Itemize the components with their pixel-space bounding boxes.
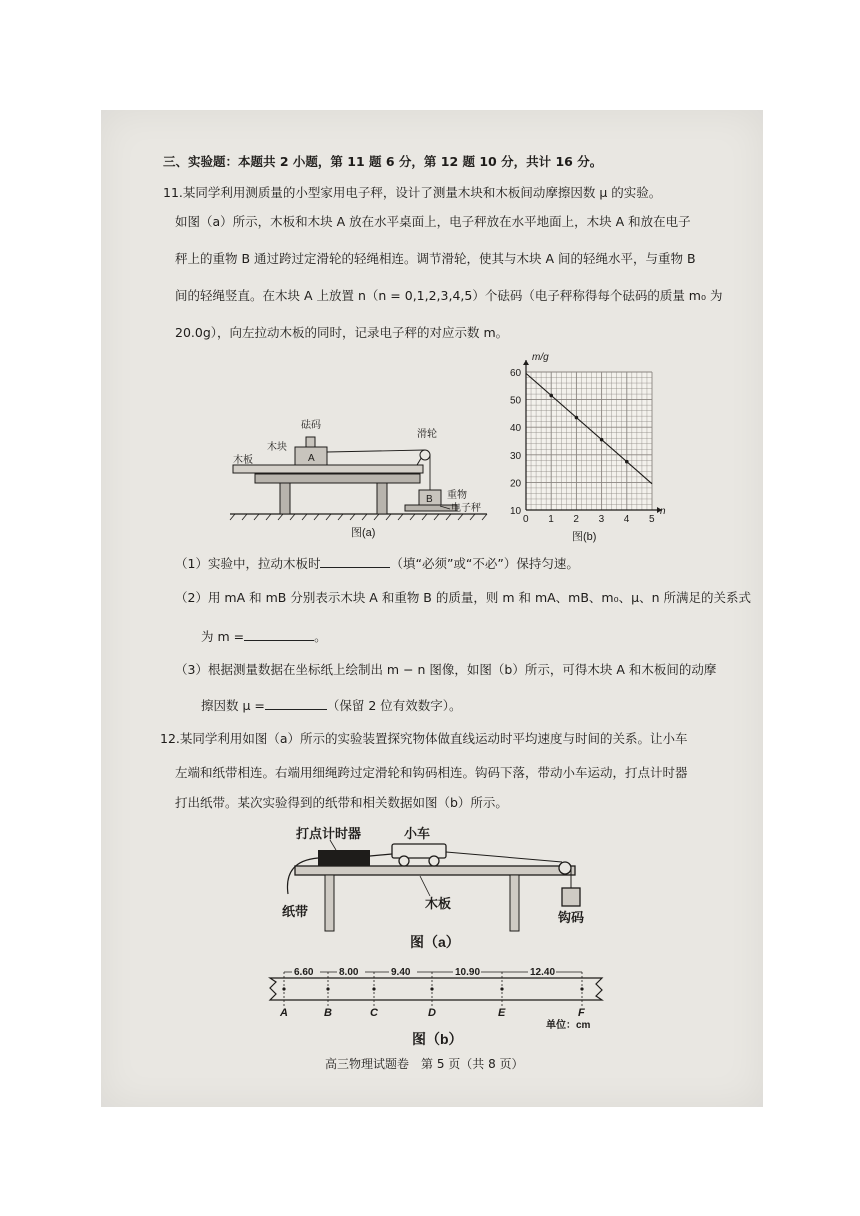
chart-x-tick-label: 5 <box>649 514 655 525</box>
q11-sub3-answer-blank[interactable] <box>265 698 327 710</box>
chart-x-tick-label: 3 <box>598 514 605 525</box>
chart-data-point <box>600 438 604 442</box>
q11-fig-a-heavy-label: 重物 <box>447 490 467 501</box>
chart-y-tick-label: 60 <box>510 368 522 379</box>
q11-fig-a-block-label: 木块 <box>267 442 287 453</box>
page-footer: 高三物理试题卷 第 5 页（共 8 页） <box>325 1057 524 1071</box>
tape-point-label: A <box>280 1007 288 1019</box>
q12-line-2: 左端和纸带相连。右端用细绳跨过定滑轮和钩码相连。钩码下落，带动小车运动，打点计时器 <box>175 765 688 780</box>
q12-fig-a-tape-label: 纸带 <box>282 904 309 919</box>
tape-point-label: F <box>578 1007 585 1019</box>
chart-data-point <box>549 394 553 398</box>
chart-x-tick-label: 4 <box>623 514 630 525</box>
q11-line-1: 如图（a）所示，木板和木块 A 放在水平桌面上，电子秤放在水平地面上，木块 A 和放在电子 <box>175 214 691 229</box>
q11-fig-a-weight-label: 砝码 <box>301 420 321 431</box>
chart-y-tick-label: 20 <box>510 478 522 490</box>
q11-fig-a-board-label: 木板 <box>233 455 253 466</box>
q12-fig-a-hook-label: 钩码 <box>558 910 585 925</box>
q11-sub1-text-a: （1）实验中，拉动木板时 <box>175 556 321 571</box>
q11-fig-a-caption: 图(a) <box>351 527 376 539</box>
q11-sub1-text-b: （填“必须”或“不必”）保持匀速。 <box>390 556 579 571</box>
tape-point-label: E <box>498 1007 506 1019</box>
q12-fig-b-unit: 单位：cm <box>546 1020 591 1031</box>
q11-line-2: 秤上的重物 B 通过跨过定滑轮的轻绳相连。调节滑轮，使其与木块 A 间的轻绳水平，与重物 B <box>175 251 696 266</box>
q11-sub1 <box>175 556 579 571</box>
chart-x-tick-label: 1 <box>548 514 554 525</box>
q12-line-1: 12.某同学利用如图（a）所示的实验装置探究物体做直线运动时平均速度与时间的关系。让小车 <box>160 731 688 746</box>
q11-sub3-text-b: （保留 2 位有效数字）。 <box>326 698 462 713</box>
tape-segment-label: 8.00 <box>339 967 359 978</box>
chart-y-tick-label: 40 <box>510 423 522 435</box>
q12-figure-b-tape <box>262 960 622 1050</box>
q11-fig-a-heavy-letter: B <box>426 494 433 505</box>
q12-fig-b-caption: 图（b） <box>412 1031 463 1047</box>
section-header: 三、实验题：本题共 2 小题，第 11 题 6 分，第 12 题 10 分，共计 16 分。 <box>163 154 603 169</box>
chart-y-tick-label: 10 <box>510 506 522 517</box>
tape-point-label: B <box>324 1007 332 1019</box>
q11-sub2-answer-blank[interactable] <box>244 629 314 641</box>
tape-segment-label: 9.40 <box>391 967 411 978</box>
q11-fig-a-pulley-label: 滑轮 <box>417 429 437 440</box>
q11-sub2-text-a: 为 m = <box>201 629 245 644</box>
q11-sub3-text-a: 擦因数 μ = <box>201 698 265 713</box>
q11-fig-a-scale-label: 电子秤 <box>451 503 481 514</box>
chart-y-tick-label: 50 <box>510 395 522 407</box>
q11-line-4: 20.0g），向左拉动木板的同时，记录电子秤的对应示数 m。 <box>175 325 509 340</box>
tape-dot <box>282 987 285 990</box>
q12-fig-a-caption: 图（a） <box>410 934 460 950</box>
q12-fig-a-timer-label: 打点计时器 <box>296 826 362 841</box>
q11-intro: 11.某同学利用测质量的小型家用电子秤，设计了测量木块和木板间动摩擦因数 μ 的实验。 <box>163 185 662 200</box>
q11-figure-a <box>225 410 495 545</box>
chart-x-tick-label: 0 <box>523 514 529 525</box>
q11-sub1-answer-blank[interactable] <box>320 556 390 568</box>
chart-y-arrow <box>523 360 529 365</box>
q11-sub2-line1: （2）用 mA 和 mB 分别表示木块 A 和重物 B 的质量，则 m 和 mA、mB、m₀、μ、n 所满足的关系式 <box>175 590 751 605</box>
tape-dot <box>430 987 433 990</box>
chart-data-point <box>625 460 629 464</box>
q12-figure-a <box>270 822 600 954</box>
chart-grid <box>526 372 652 510</box>
q12-fig-a-cart-label: 小车 <box>404 826 431 841</box>
chart-x-label: n <box>660 506 666 517</box>
q11-sub3-line2 <box>201 698 462 713</box>
tape-dot <box>580 987 583 990</box>
q11-fig-b-caption: 图(b) <box>572 531 597 543</box>
q11-sub2-text-b: 。 <box>314 629 327 644</box>
q12-fig-a-board-label: 木板 <box>425 896 452 911</box>
q11-sub2-line2 <box>201 629 327 644</box>
q11-figure-b-chart <box>500 350 680 550</box>
chart-x-tick-label: 2 <box>573 514 579 525</box>
tape-segment-label: 12.40 <box>530 967 556 978</box>
chart-grid-bg <box>526 372 652 510</box>
tape-segment-label: 10.90 <box>455 967 481 978</box>
tape-point-label: D <box>428 1007 436 1019</box>
q11-line-3: 间的轻绳竖直。在木块 A 上放置 n（n = 0,1,2,3,4,5）个砝码（电子秤称得每个砝码的质量 m₀ 为 <box>175 288 723 303</box>
q11-sub3-line1: （3）根据测量数据在坐标纸上绘制出 m − n 图像，如图（b）所示，可得木块 A 和木板间的动摩 <box>175 662 717 677</box>
chart-y-label: m/g <box>532 352 549 363</box>
q12-line-3: 打出纸带。某次实验得到的纸带和相关数据如图（b）所示。 <box>175 795 508 810</box>
q11-fig-a-block-letter: A <box>308 453 315 464</box>
chart-data-point <box>575 416 579 420</box>
tape-dot <box>500 987 503 990</box>
tape-point-label: C <box>370 1007 378 1019</box>
tape-dot <box>326 987 329 990</box>
chart-y-tick-label: 30 <box>510 450 522 462</box>
tape-dot <box>372 987 375 990</box>
tape-segment-label: 6.60 <box>294 967 314 978</box>
